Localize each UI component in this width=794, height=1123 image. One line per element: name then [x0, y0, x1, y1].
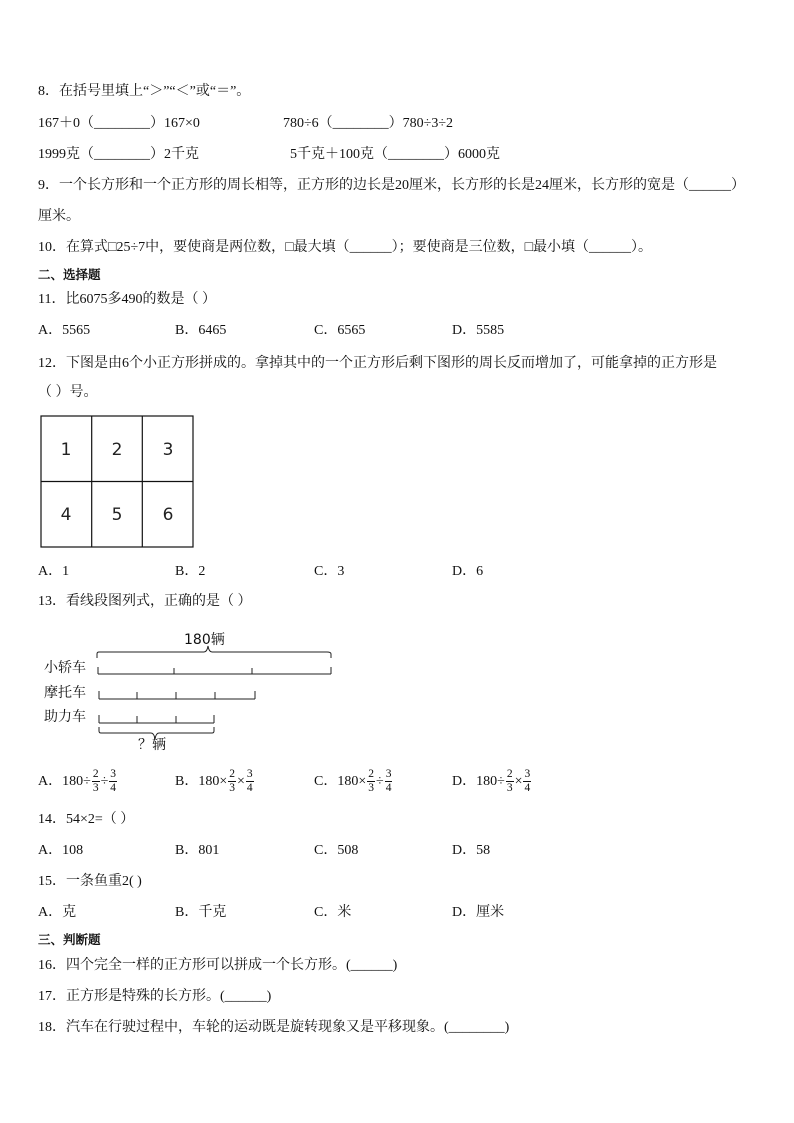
- row-label-car: 小轿车: [44, 660, 86, 676]
- fraction: [367, 768, 375, 795]
- q14-stem: 14．54×2=（ ）: [38, 812, 135, 827]
- q11-option-b: B．6465: [175, 323, 227, 338]
- fraction-denominator: 3: [92, 782, 99, 795]
- q18-stem: 18．汽车在行驶过程中，车轮的运动既是旋转现象又是平移现象。(________): [38, 1020, 510, 1035]
- square-label-5: 5: [111, 505, 123, 525]
- q9-line1: 9．一个长方形和一个正方形的周长相等，正方形的边长是20厘米，长方形的长是24厘米，长方形的宽是（______）: [38, 178, 745, 193]
- fraction-numerator: 2: [229, 768, 235, 781]
- q8-row2-right: 5千克＋100克（________）6000克: [290, 147, 500, 162]
- fraction-denominator: 3: [368, 782, 374, 795]
- q11-stem: 11．比6075多490的数是（ ）: [38, 292, 216, 307]
- option-letter: B．: [175, 774, 199, 789]
- q15-option-d: D．厘米: [452, 905, 505, 920]
- section-heading-choice: 二、选择题: [38, 267, 101, 282]
- q12-line2: （ ）号。: [38, 385, 98, 400]
- q11-option-a: A．5565: [38, 323, 91, 338]
- q13-option-b: [175, 765, 255, 799]
- q11-option-d: D．5585: [452, 323, 505, 338]
- q12-option-d: D．6: [452, 564, 484, 579]
- q15-option-b: B．千克: [175, 905, 227, 920]
- question-label: ？辆: [138, 737, 166, 753]
- option-operator: ÷: [100, 774, 109, 789]
- q14-option-a: A．108: [38, 843, 84, 858]
- q17-stem: 17．正方形是特殊的长方形。(______): [38, 989, 272, 1004]
- option-prefix: 180×: [198, 774, 228, 789]
- fraction-denominator: 3: [229, 782, 235, 795]
- fraction-numerator: 2: [368, 768, 374, 781]
- q8-row1-left: 167＋0（________）167×0: [38, 116, 200, 131]
- q13-option-d: [452, 765, 532, 799]
- fraction-denominator: 4: [524, 782, 531, 795]
- square-label-4: 4: [60, 505, 72, 525]
- square-label-2: 2: [111, 440, 123, 460]
- option-operator: ×: [237, 774, 245, 789]
- row-label-moped: 助力车: [44, 709, 86, 725]
- q8-row1-right: 780÷6（________）780÷3÷2: [283, 116, 454, 131]
- q15-option-a: A．克: [38, 905, 77, 920]
- q9-line2: 厘米。: [38, 209, 80, 224]
- fraction-denominator: 4: [110, 782, 116, 795]
- option-prefix: 180÷: [476, 774, 505, 789]
- square-label-6: 6: [162, 505, 174, 525]
- q12-option-c: C．3: [314, 564, 345, 579]
- option-letter: C．: [314, 774, 338, 789]
- q14-option-b: B．801: [175, 843, 220, 858]
- q10-stem: 10．在算式□25÷7中，要使商是两位数，□最大填（______）；要使商是三位数，□最小填（______）。: [38, 240, 653, 255]
- fraction-numerator: 2: [92, 768, 99, 781]
- option-letter: D．: [452, 774, 477, 789]
- section-heading-judgement: 三、判断题: [38, 932, 101, 947]
- fraction: [246, 768, 254, 795]
- fraction: [228, 768, 236, 795]
- fraction-numerator: 2: [506, 768, 513, 781]
- q13-option-c: [314, 765, 393, 799]
- line-segment-diagram: [40, 625, 340, 755]
- q12-option-b: B．2: [175, 564, 206, 579]
- square-label-3: 3: [162, 440, 174, 460]
- fraction-denominator: 4: [385, 782, 392, 795]
- fraction-numerator: 3: [385, 768, 392, 781]
- fraction-numerator: 3: [110, 768, 116, 781]
- row-label-motorcycle: 摩托车: [44, 685, 86, 701]
- q14-option-d: D．58: [452, 843, 491, 858]
- option-letter: A．: [38, 774, 63, 789]
- option-operator: ×: [514, 774, 523, 789]
- q12-line1: 12．下图是由6个小正方形拼成的。拿掉其中的一个正方形后剩下图形的周长反而增加了，可能拿掉的正方形是: [38, 356, 717, 371]
- fraction: [523, 768, 531, 795]
- option-prefix: 180×: [337, 774, 367, 789]
- option-operator: ÷: [376, 774, 384, 789]
- q8-row2-left: 1999克（________）2千克: [38, 147, 199, 162]
- q12-option-a: A．1: [38, 564, 70, 579]
- fraction-denominator: 3: [506, 782, 513, 795]
- fraction-denominator: 4: [246, 782, 253, 795]
- q13-option-a: [38, 765, 118, 799]
- q15-stem: 15．一条鱼重2( ): [38, 874, 142, 889]
- q16-stem: 16．四个完全一样的正方形可以拼成一个长方形。(______): [38, 958, 398, 973]
- total-label: 180辆: [184, 632, 225, 648]
- option-prefix: 180÷: [62, 774, 91, 789]
- six-square-figure: [40, 414, 196, 550]
- fraction: [506, 768, 514, 795]
- q15-option-c: C．米: [314, 905, 352, 920]
- fraction: [109, 768, 117, 795]
- q13-stem: 13．看线段图列式，正确的是（ ）: [38, 594, 252, 609]
- square-label-1: 1: [60, 440, 72, 460]
- q8-title: 8．在括号里填上“＞”“＜”或“＝”。: [38, 84, 251, 99]
- fraction-numerator: 3: [524, 768, 531, 781]
- q14-option-c: C．508: [314, 843, 359, 858]
- fraction: [385, 768, 393, 795]
- q11-option-c: C．6565: [314, 323, 366, 338]
- fraction-numerator: 3: [246, 768, 253, 781]
- fraction: [92, 768, 100, 795]
